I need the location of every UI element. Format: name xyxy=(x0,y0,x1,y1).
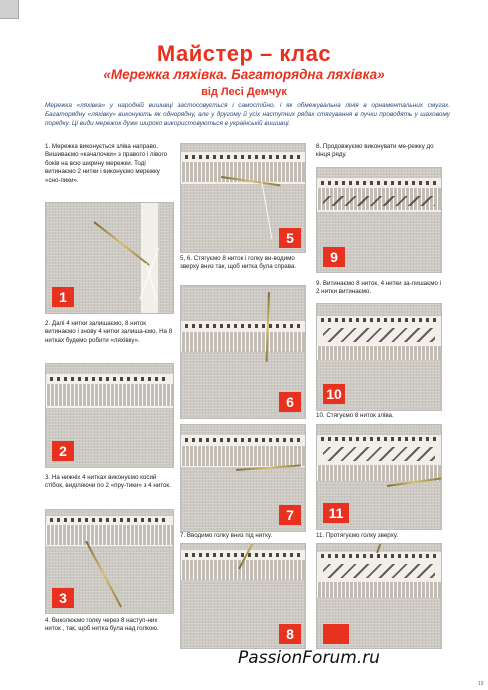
step-caption-11: 11. Протягуємо голку зверху. xyxy=(316,532,398,539)
step-photo-4 xyxy=(180,143,306,253)
step-caption-9: 9. Витинаємо 8 ниток, 4 нитки за-лишаємо і 2 нитки витинаємо. xyxy=(316,280,442,296)
step-caption-7: 7. Вводимо голку вниз під нитку. xyxy=(180,532,273,539)
corner-thumbnail xyxy=(0,0,19,19)
page-number: 19 xyxy=(478,681,484,687)
step-number-badge: 5 xyxy=(279,228,301,248)
author-line: від Лесі Демчук xyxy=(201,86,287,98)
step-caption-8: 8. Продовжуємо виконувати ме-режку до кінця ряду. xyxy=(316,143,434,159)
step-number-badge: 1 xyxy=(52,287,74,307)
watermark-text: PassionForum.ru xyxy=(238,648,380,668)
step-photo-6 xyxy=(180,424,306,532)
step-caption-5: 5, 6. Стягуємо 8 ниток і голку ви-водимо зверху вниз так, щоб нитка була справа. xyxy=(180,255,297,271)
page-subtitle: «Мережка ляхівка. Багаторядна ляхівка» xyxy=(103,67,385,82)
step-caption-1: 1. Мережка виконується зліва направо. Вишиваємо «качалочки» з правого і лівого боків на всю ширину мережки. Тоді витинаємо 2 нитки і виконуємо мережку «сно-пики». xyxy=(45,143,168,184)
step-caption-4: 4. Виколюємо голку через 8 наступ-них ниток , так, щоб нитка була над голкою. xyxy=(45,617,159,633)
step-caption-2: 2. Далі 4 нитки залишаємо, 8 ниток витинаємо і знову 4 нитки залиша-ємо. На 8 нитках будемо робити «ляхівку». xyxy=(45,320,173,344)
step-photo-5 xyxy=(180,285,306,419)
step-photo-9 xyxy=(316,303,442,411)
step-photo-7 xyxy=(180,543,306,649)
step-photo-11 xyxy=(316,543,442,649)
step-number-badge xyxy=(323,624,349,644)
step-photo-10 xyxy=(316,424,442,530)
step-photo-2 xyxy=(45,363,174,468)
step-caption-3: 3. На нижніх 4 нитках виконуємо косий стібок, виділяючи по 2 «пру-тики» з 4 ниток. xyxy=(45,474,171,490)
step-number-badge: 6 xyxy=(279,392,301,412)
step-number-badge: 11 xyxy=(323,503,349,523)
step-number-badge: 2 xyxy=(52,441,74,461)
step-number-badge: 9 xyxy=(323,247,345,267)
step-number-badge: 7 xyxy=(279,505,301,525)
step-number-badge: 3 xyxy=(52,588,74,608)
step-photo-3 xyxy=(45,509,174,614)
step-photo-8 xyxy=(316,167,442,273)
intro-paragraph: Мережка «ляхівка» у народній вишивці застосовується і самостійно, і як обмежувальна лінія в орнаментальних смугах. Багаторядну «ляхівку» виконують як однорядну, але у другому й усіх наступних рядах стягування в пучки проводять у шаховому порядку. Ці види мережок дуже широко використовуються в українській вишивці. xyxy=(45,102,450,127)
step-number-badge: 10 xyxy=(323,384,345,404)
step-photo-1 xyxy=(45,202,174,314)
page-title: Майстер – клас xyxy=(156,41,332,66)
step-number-badge: 8 xyxy=(279,624,301,644)
step-caption-10: 10. Стягуємо 8 ниток зліва. xyxy=(316,412,394,419)
